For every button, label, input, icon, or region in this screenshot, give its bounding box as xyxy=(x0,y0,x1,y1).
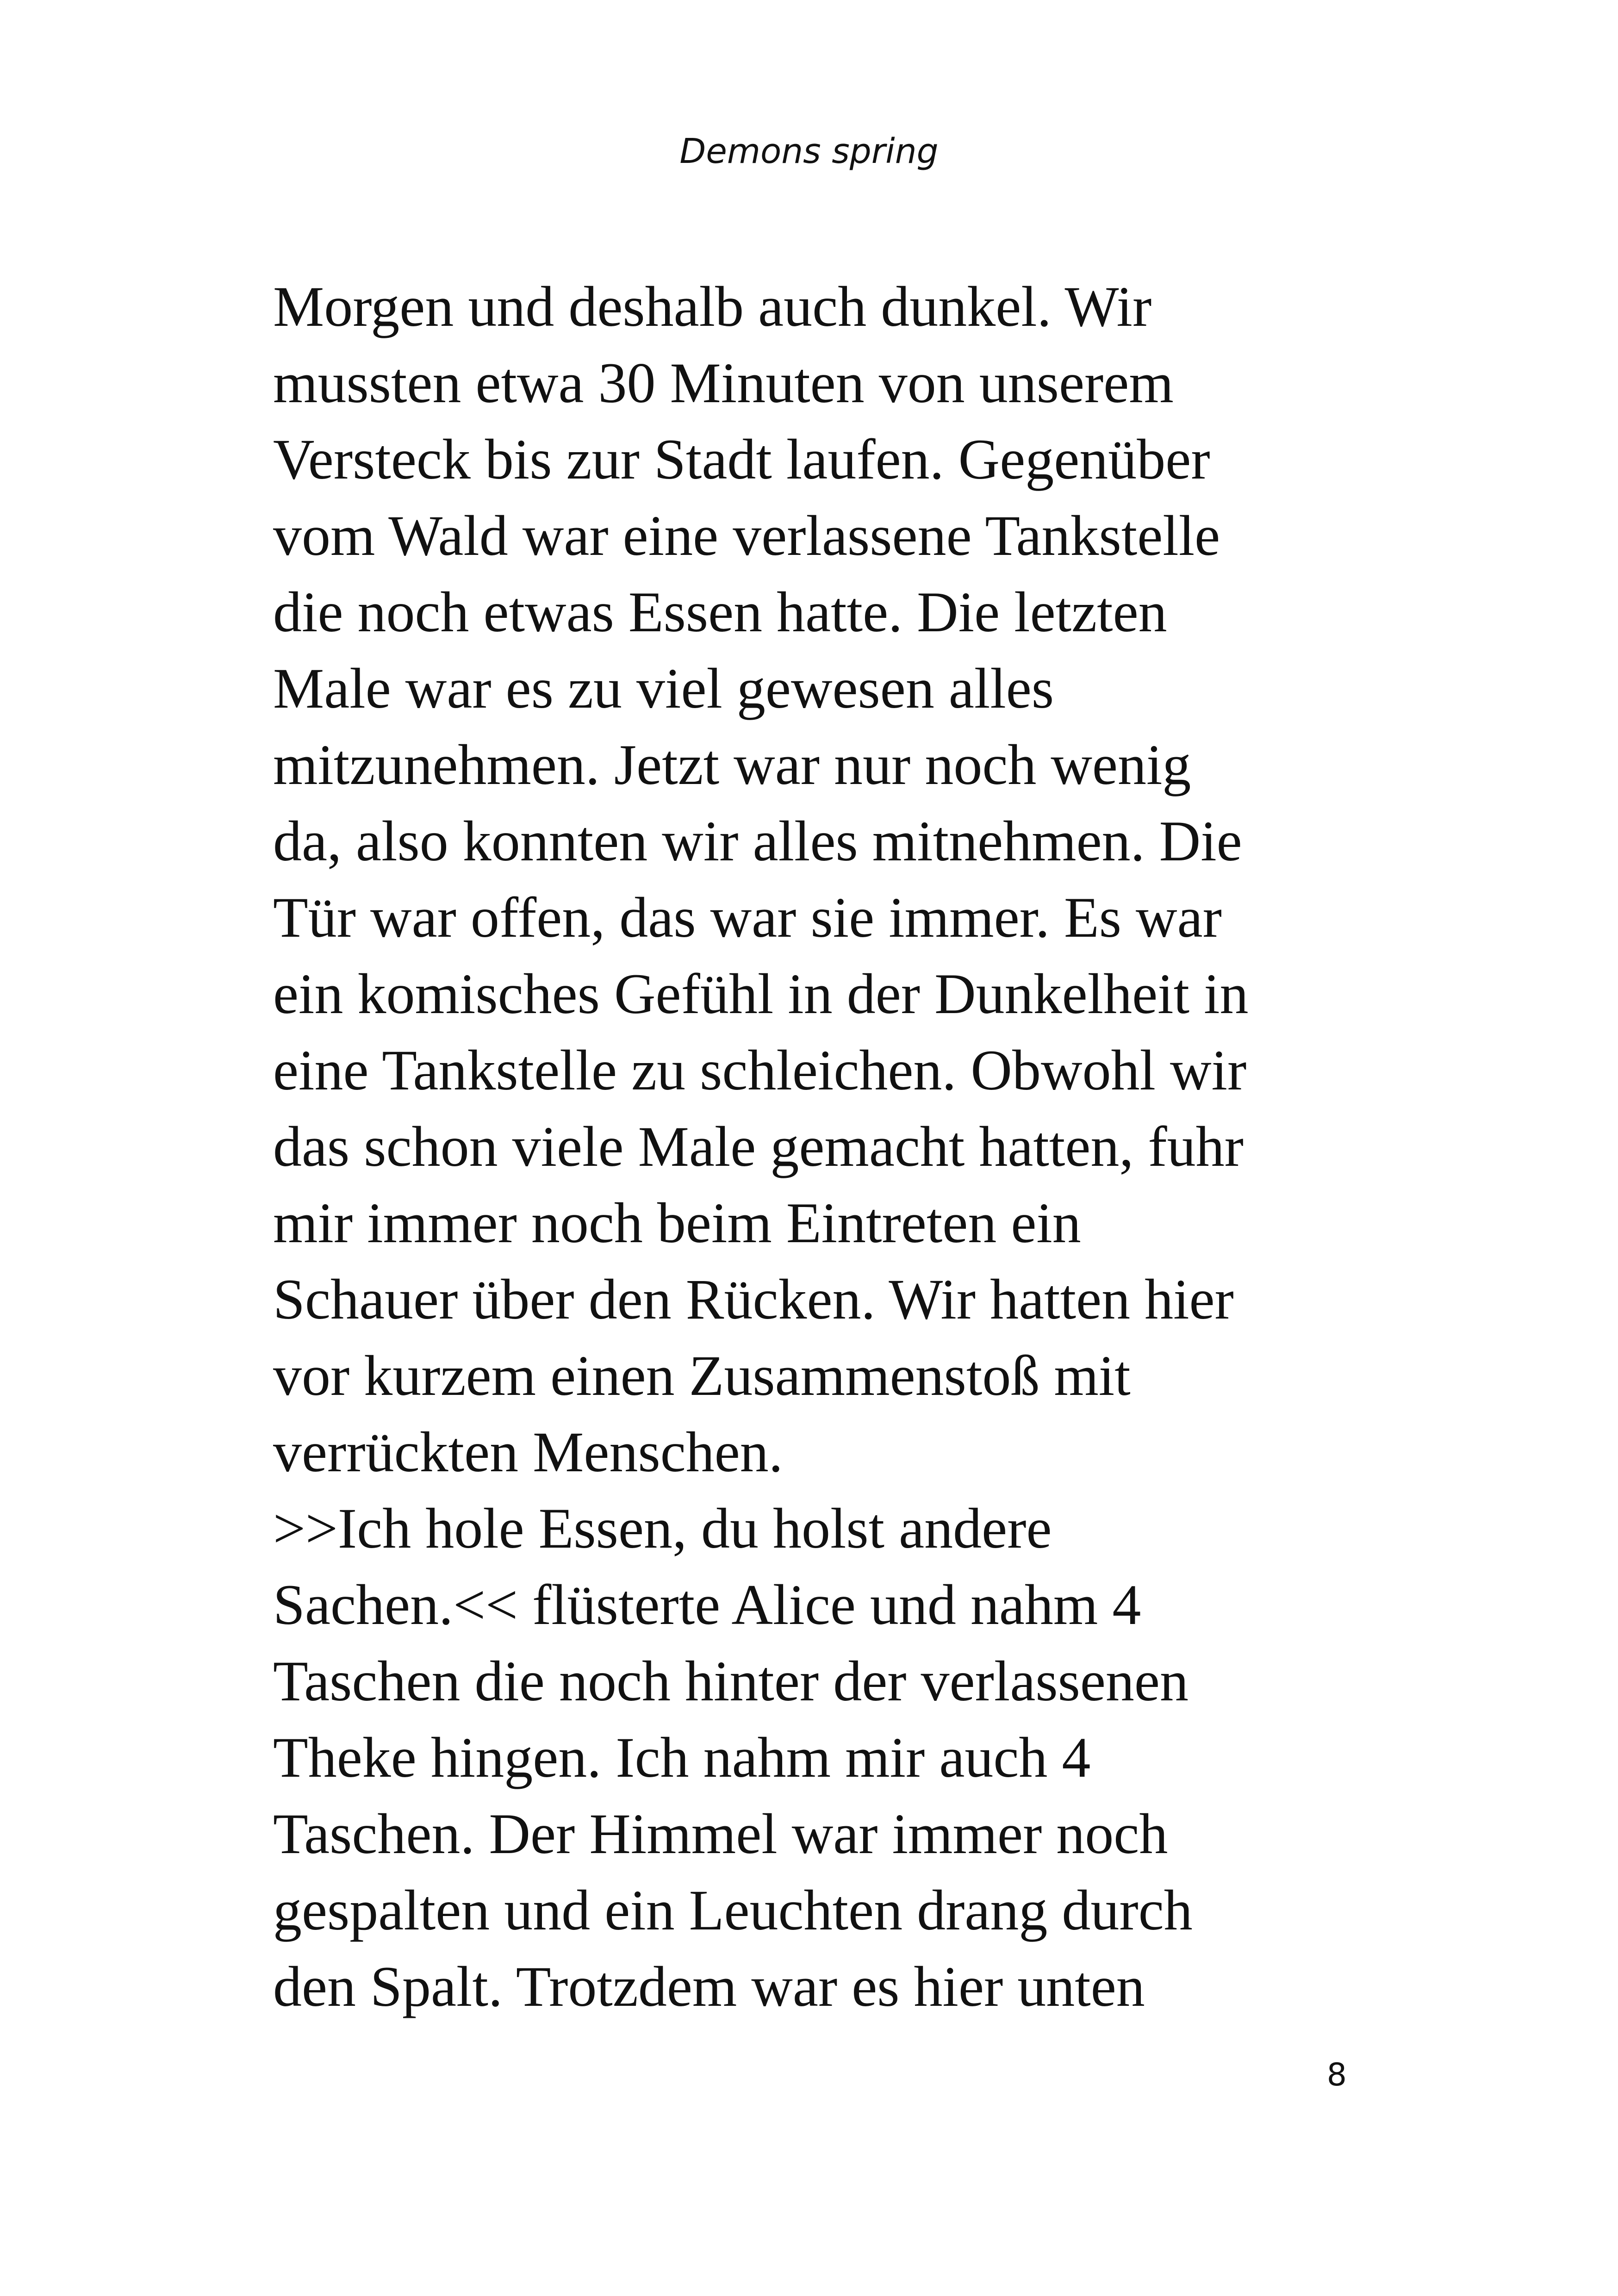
text-line: vor kurzem einen Zusammenstoß mit xyxy=(273,1344,1131,1407)
text-line: da, also konnten wir alles mitnehmen. Die xyxy=(273,809,1242,873)
text-line: Schauer über den Rücken. Wir hatten hier xyxy=(273,1268,1234,1331)
page-number: 8 xyxy=(1326,2057,1347,2093)
text-line: verrückten Menschen. xyxy=(273,1420,783,1484)
text-line: das schon viele Male gemacht hatten, fuhr xyxy=(273,1115,1244,1178)
text-line: eine Tankstelle zu schleichen. Obwohl wir xyxy=(273,1039,1247,1102)
text-line: mussten etwa 30 Minuten von unserem xyxy=(273,351,1174,415)
text-line: Morgen und deshalb auch dunkel. Wir xyxy=(273,275,1152,338)
body-text xyxy=(273,268,1393,2025)
text-line: >>Ich hole Essen, du holst andere xyxy=(273,1497,1052,1560)
text-line: Theke hingen. Ich nahm mir auch 4 xyxy=(273,1726,1091,1789)
text-line: den Spalt. Trotzdem war es hier unten xyxy=(273,1955,1145,2018)
text-line: Sachen.<< flüsterte Alice und nahm 4 xyxy=(273,1573,1141,1636)
text-line: mir immer noch beim Eintreten ein xyxy=(273,1191,1081,1255)
text-line: Taschen die noch hinter der verlassenen xyxy=(273,1649,1189,1713)
text-line: Taschen. Der Himmel war immer noch xyxy=(273,1802,1168,1866)
text-line: ein komisches Gefühl in der Dunkelheit in xyxy=(273,962,1249,1026)
text-line: mitzunehmen. Jetzt war nur noch wenig xyxy=(273,733,1191,796)
text-line: Male war es zu viel gewesen alles xyxy=(273,657,1054,720)
text-line: vom Wald war eine verlassene Tankstelle xyxy=(273,504,1220,567)
text-line: gespalten und ein Leuchten drang durch xyxy=(273,1879,1193,1942)
text-line: Tür war offen, das war sie immer. Es war xyxy=(273,886,1222,949)
text-line: die noch etwas Essen hatte. Die letzten xyxy=(273,580,1167,644)
text-line: Versteck bis zur Stadt laufen. Gegenüber xyxy=(273,428,1210,491)
running-header: Demons spring xyxy=(679,131,939,171)
